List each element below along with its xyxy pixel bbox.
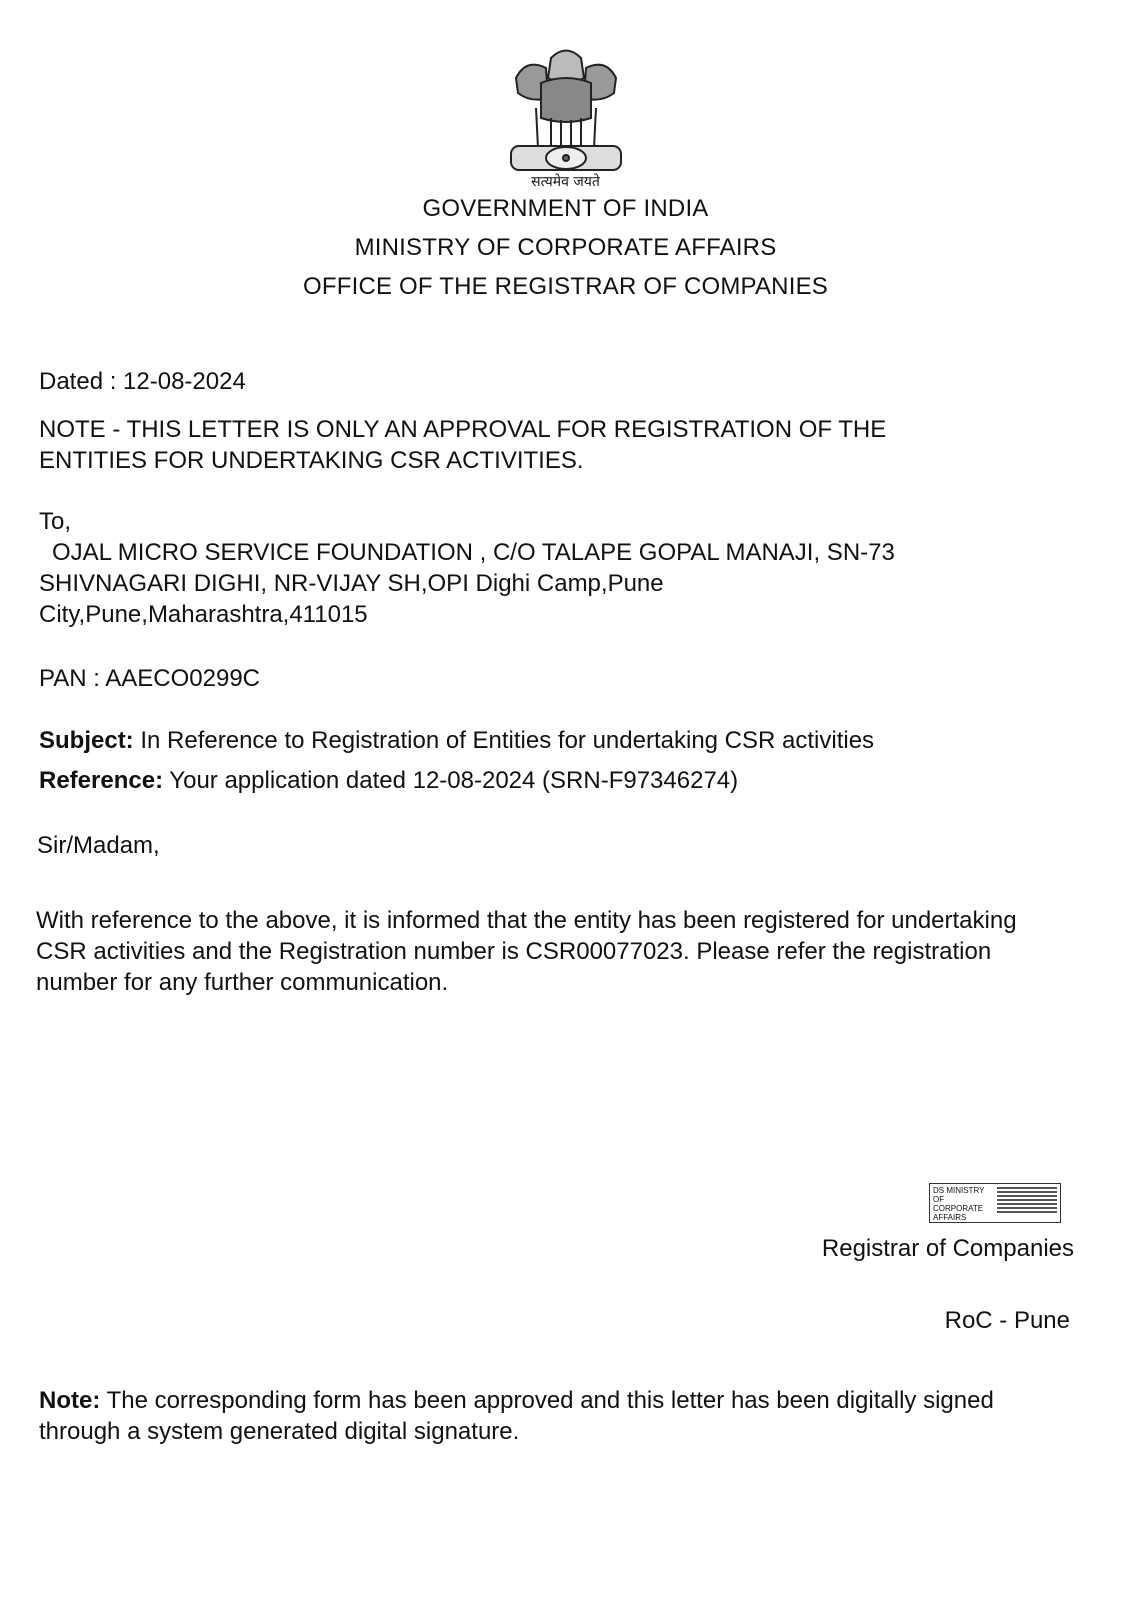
approval-note-line1: NOTE - THIS LETTER IS ONLY AN APPROVAL FOR REGISTRATION OF THE <box>39 416 887 443</box>
letter-body <box>36 905 1017 998</box>
subject-text: In Reference to Registration of Entities for undertaking CSR activities <box>133 727 875 754</box>
salutation: Sir/Madam, <box>37 832 160 859</box>
signature-stamp-text: DS MINISTRY OF CORPORATE AFFAIRS <box>933 1186 985 1222</box>
recipient-address <box>39 537 895 630</box>
footer-note-text: The corresponding form has been approved and this letter has been digitally signed <box>100 1387 994 1414</box>
header-ministry: MINISTRY OF CORPORATE AFFAIRS <box>354 234 777 261</box>
footer-note-line2: through a system generated digital signature. <box>39 1418 520 1445</box>
footer-note-label: Note: <box>39 1387 101 1414</box>
approval-note-line2: ENTITIES FOR UNDERTAKING CSR ACTIVITIES. <box>39 447 584 474</box>
reference-text: Your application dated 12-08-2024 (SRN-F97346274) <box>163 767 739 794</box>
body-line1: With reference to the above, it is informed that the entity has been registered for undertaking <box>36 907 1017 934</box>
approval-note <box>39 414 886 476</box>
subject-line <box>39 725 874 756</box>
address-line1: OJAL MICRO SERVICE FOUNDATION , C/O TALAPE GOPAL MANAJI, SN-73 <box>52 539 895 566</box>
pan-number: PAN : AAECO0299C <box>39 665 260 692</box>
footer-note-line1 <box>39 1385 994 1416</box>
letter-date: Dated : 12-08-2024 <box>39 368 246 395</box>
emblem-motto: सत्यमेव जयते <box>531 174 600 190</box>
signature-details-icon <box>997 1186 1057 1220</box>
recipient-to: To, <box>39 508 72 535</box>
header-government: GOVERNMENT OF INDIA <box>422 195 709 222</box>
signatory-title: Registrar of Companies <box>821 1235 1074 1262</box>
body-line2: CSR activities and the Registration number is CSR00077023. Please refer the registration <box>36 938 992 965</box>
header-office: OFFICE OF THE REGISTRAR OF COMPANIES <box>302 273 829 300</box>
subject-label: Subject: <box>39 727 134 754</box>
national-emblem-icon <box>496 38 636 190</box>
reference-label: Reference: <box>39 767 164 794</box>
reference-line <box>39 765 738 796</box>
signatory-office: RoC - Pune <box>944 1307 1070 1334</box>
address-line2: SHIVNAGARI DIGHI, NR-VIJAY SH,OPI Dighi Camp,Pune <box>39 570 664 597</box>
digital-signature-stamp <box>929 1183 1061 1223</box>
body-line3: number for any further communication. <box>36 969 449 996</box>
address-line3: City,Pune,Maharashtra,411015 <box>39 601 368 628</box>
footer-note <box>39 1385 994 1447</box>
